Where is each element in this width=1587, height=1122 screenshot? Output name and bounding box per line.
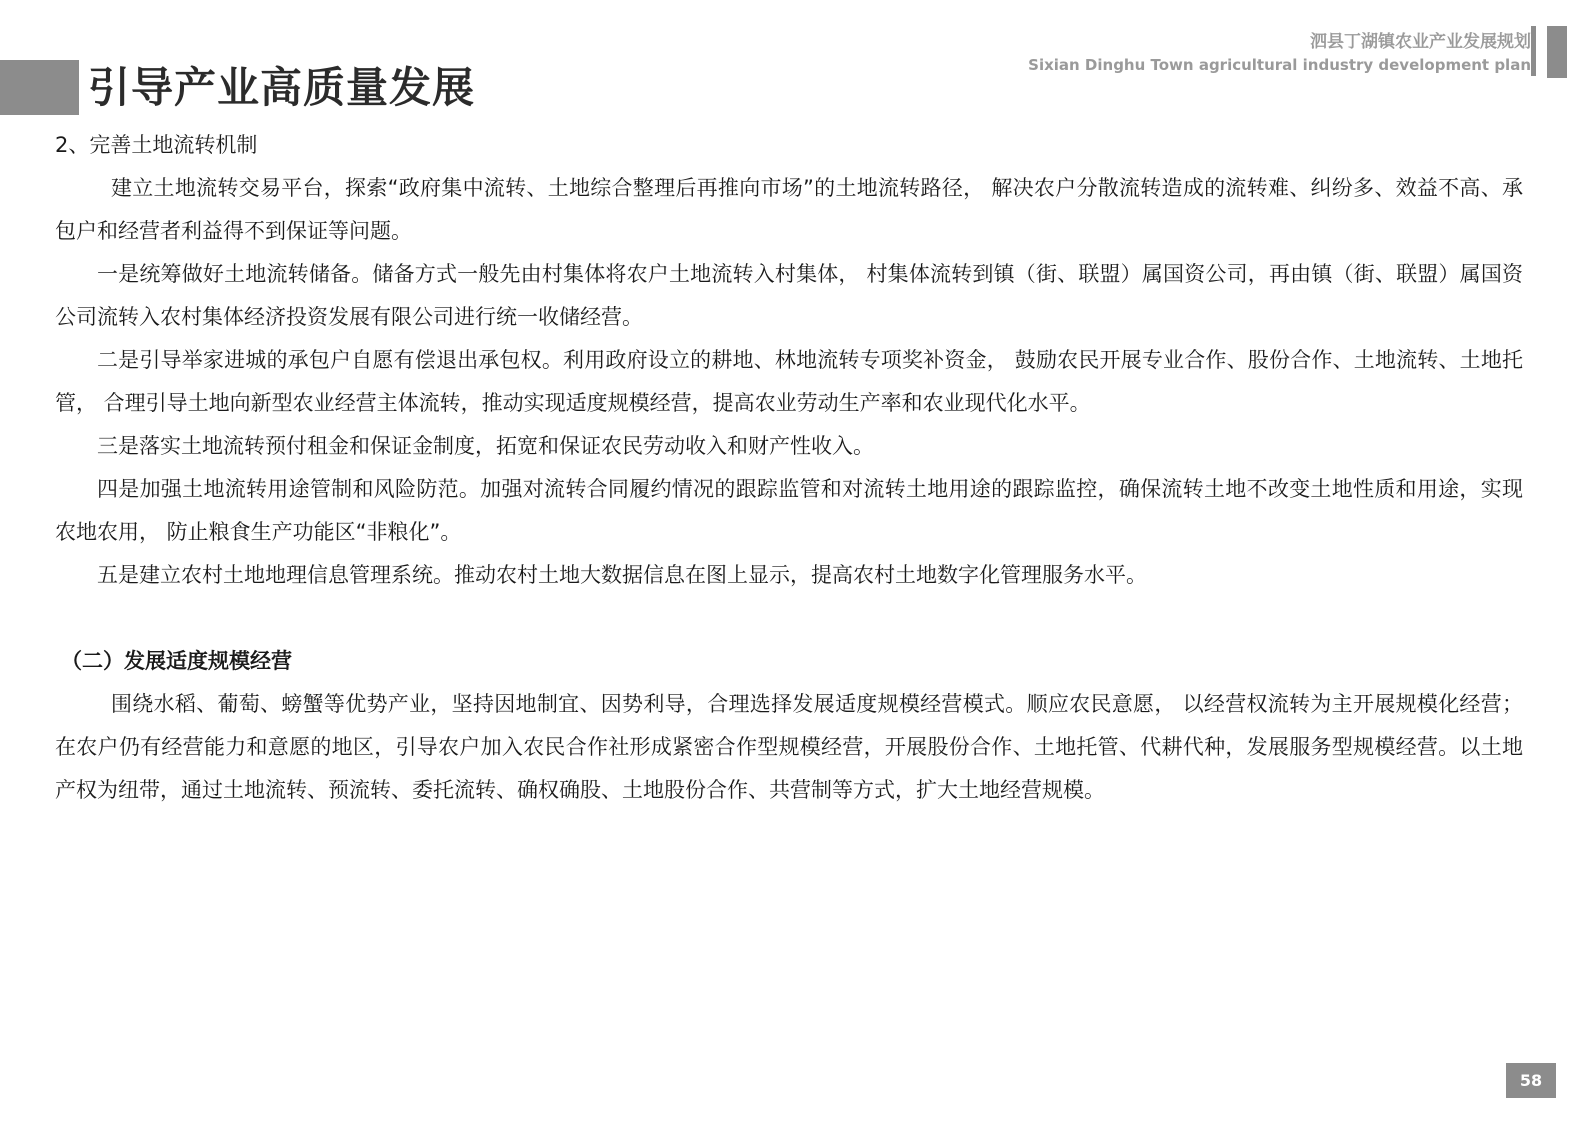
paragraph: 三是落实土地流转预付租金和保证金制度，拓宽和保证农民劳动收入和财产性收入。 — [97, 434, 874, 458]
title-accent-block — [0, 60, 79, 115]
page-title: 引导产业高质量发展 — [88, 63, 476, 112]
paragraph: 一是统筹做好土地流转储备。储备方式一般先由村集体将农户土地流转入村集体， 村集体流转到镇（街、联盟）属国资公司，再由镇（街、联盟）属国资公司流转入农村集体经济投资发展有限公司进行统一收储经营。 — [55, 262, 1523, 329]
paragraph: 围绕水稻、葡萄、螃蟹等优势产业，坚持因地制宜、因势利导，合理选择发展适度规模经营模式。顺应农民意愿， 以经营权流转为主开展规模化经营；在农户仍有经营能力和意愿的地区，引导农户加入农民合作社形成紧密合作型规模经营，开展股份合作、土地托管、代耕代种，发展服务型规模经营。以土地产权为纽带，通过土地流转、预流转、委托流转、确权确股、土地股份合作、共营制等方式，扩大土地经营规模。 — [55, 692, 1523, 802]
paragraph: 五是建立农村土地地理信息管理系统。推动农村土地大数据信息在图上显示，提高农村土地数字化管理服务水平。 — [97, 563, 1147, 587]
document-title-en: Sixian Dinghu Town agricultural industry development plan — [1028, 56, 1531, 74]
document-title-cn: 泗县丁湖镇农业产业发展规划 — [1310, 32, 1531, 52]
paragraph: 建立土地流转交易平台，探索“政府集中流转、土地综合整理后再推向市场”的土地流转路径， 解决农户分散流转造成的流转难、纠纷多、效益不高、承包户和经营者利益得不到保证等问题。 — [55, 176, 1523, 243]
paragraph: 二是引导举家进城的承包户自愿有偿退出承包权。利用政府设立的耕地、林地流转专项奖补资金， 鼓励农民开展专业合作、股份合作、土地流转、土地托管， 合理引导土地向新型农业经营主体流转，推动实现适度规模经营，提高农业劳动生产率和农业现代化水平。 — [55, 348, 1523, 415]
header-accent-bar-thick — [1547, 26, 1567, 78]
header-accent-bar-thin — [1531, 26, 1536, 76]
document-header — [1028, 30, 1531, 76]
subsection-heading: 2、完善土地流转机制 — [55, 133, 258, 157]
section-heading: （二）发展适度规模经营 — [61, 649, 292, 673]
page-number: 58 — [1506, 1063, 1556, 1098]
spacer — [55, 597, 1523, 640]
paragraph: 四是加强土地流转用途管制和风险防范。加强对流转合同履约情况的跟踪监管和对流转土地用途的跟踪监控，确保流转土地不改变土地性质和用途，实现农地农用， 防止粮食生产功能区“非粮化”。 — [55, 477, 1523, 544]
document-body — [55, 124, 1523, 812]
